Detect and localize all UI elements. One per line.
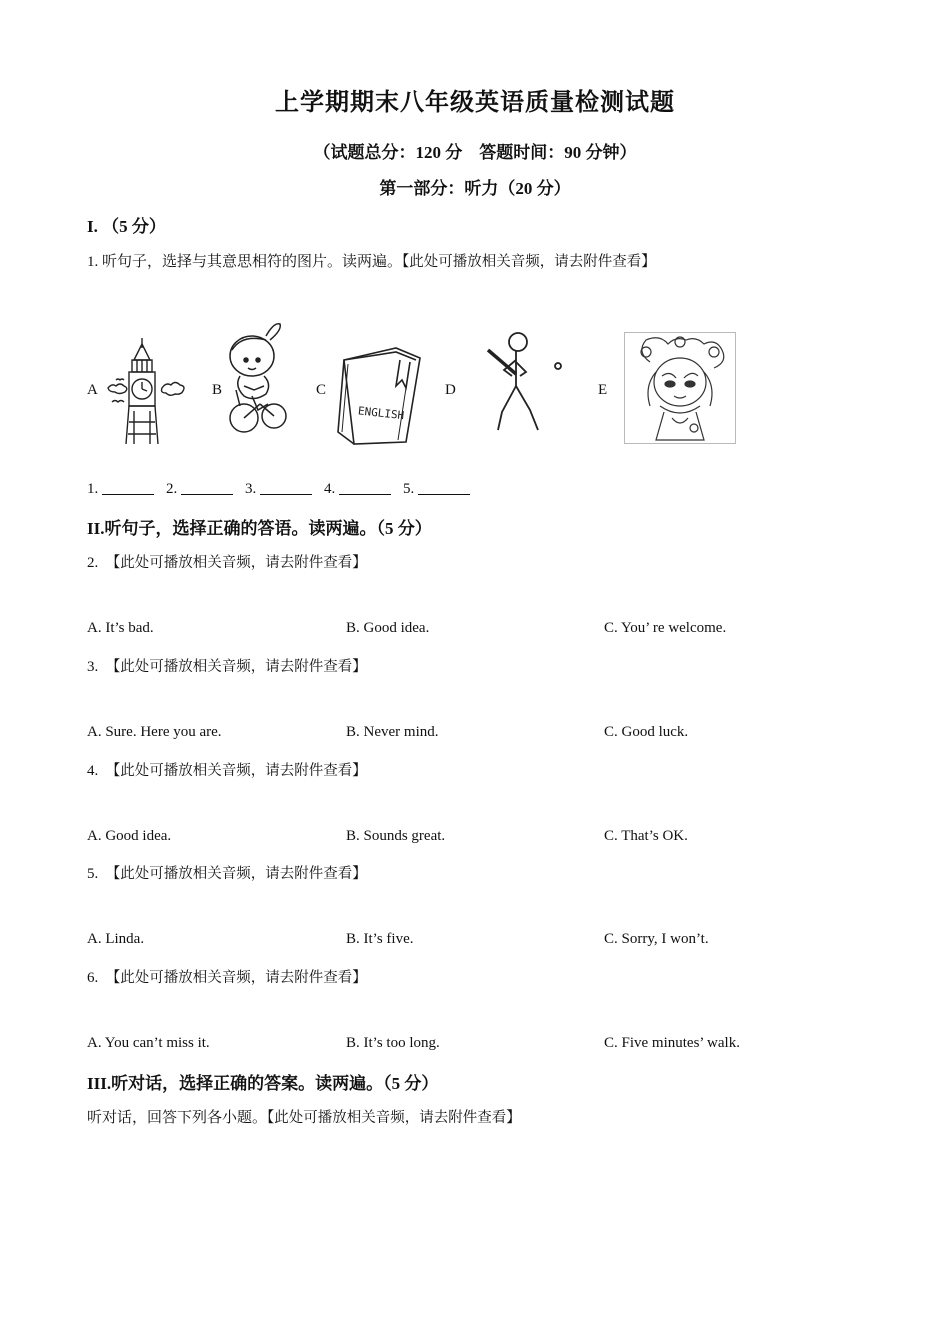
question-2-option-a[interactable]: A. It’s bad. [87,620,154,636]
question-4-option-a[interactable]: A. Good idea. [87,828,172,844]
question-4 [87,759,367,780]
question-3-option-b[interactable]: B. Never mind. [346,724,439,740]
question-4-option-b[interactable]: B. Sounds great. [346,828,446,844]
audio-placeholder: 【此处可播放相关音频，请去附件查看】 [402,254,656,270]
question-6-option-b[interactable]: B. It’s too long. [346,1035,440,1051]
question-3-option-c[interactable]: C. Good luck. [604,724,689,740]
instruction-text: 听对话，回答下列各小题。 [87,1110,268,1126]
blank-number: 2. [166,481,178,497]
big-ben-icon [104,336,188,446]
audio-placeholder: 【此处可播放相关音频，请去附件查看】 [105,659,367,675]
question-number: 2. [87,555,99,571]
picture-label-c: C [316,382,327,398]
book-cover-text: ENGLISH [357,404,405,423]
question-2-option-b[interactable]: B. Good idea. [346,620,430,636]
question-number: 3. [87,659,99,675]
english-book-icon [334,346,424,446]
question-5-option-a[interactable]: A. Linda. [87,931,145,947]
answer-blanks [87,480,478,498]
audio-placeholder: 【此处可播放相关音频，请去附件查看】 [105,763,367,779]
answer-blank-4[interactable] [339,480,391,495]
peking-opera-icon [624,332,736,444]
audio-placeholder: 【此处可播放相关音频，请去附件查看】 [267,1110,521,1126]
question-3 [87,655,367,676]
question-2 [87,551,367,572]
exam-info: （试题总分：120 分 答题时间：90 分钟） [313,143,637,162]
question-6-option-c[interactable]: C. Five minutes’ walk. [604,1035,740,1051]
question-number: 5. [87,866,99,882]
audio-placeholder: 【此处可播放相关音频，请去附件查看】 [105,555,367,571]
answer-blank-3[interactable] [260,480,312,495]
blank-number: 1. [87,481,99,497]
question-5-option-c[interactable]: C. Sorry, I won’t. [604,931,709,947]
question-3-option-a[interactable]: A. Sure. Here you are. [87,724,222,740]
picture-label-b: B [212,382,223,398]
section-3-instruction [87,1106,521,1127]
blank-number: 5. [403,481,415,497]
page-title: 上学期期末八年级英语质量检测试题 [275,90,675,116]
section-1-instruction [87,250,656,271]
baseball-player-icon [480,330,566,436]
answer-blank-5[interactable] [418,480,470,495]
picture-label-e: E [598,382,608,398]
question-5 [87,862,367,883]
section-3-heading: III.听对话，选择正确的答案。读两遍。（5 分） [87,1074,439,1093]
question-2-option-c[interactable]: C. You’ re welcome. [604,620,727,636]
answer-blank-2[interactable] [181,480,233,495]
question-4-option-c[interactable]: C. That’s OK. [604,828,688,844]
part-heading: 第一部分：听力（20 分） [379,179,571,198]
question-6 [87,966,367,987]
answer-blank-1[interactable] [102,480,154,495]
section-1-heading: I. （5 分） [87,217,166,236]
picture-label-a: A [87,382,98,398]
section-2-heading: II.听句子，选择正确的答语。读两遍。（5 分） [87,519,432,538]
question-5-option-b[interactable]: B. It’s five. [346,931,414,947]
instruction-text: 1. 听句子，选择与其意思相符的图片。读两遍。 [87,254,403,270]
question-6-option-a[interactable]: A. You can’t miss it. [87,1035,210,1051]
blank-number: 4. [324,481,336,497]
girl-cycling-icon [222,320,290,442]
blank-number: 3. [245,481,257,497]
audio-placeholder: 【此处可播放相关音频，请去附件查看】 [105,866,367,882]
audio-placeholder: 【此处可播放相关音频，请去附件查看】 [105,970,367,986]
picture-label-d: D [445,382,456,398]
question-number: 4. [87,763,99,779]
question-number: 6. [87,970,99,986]
